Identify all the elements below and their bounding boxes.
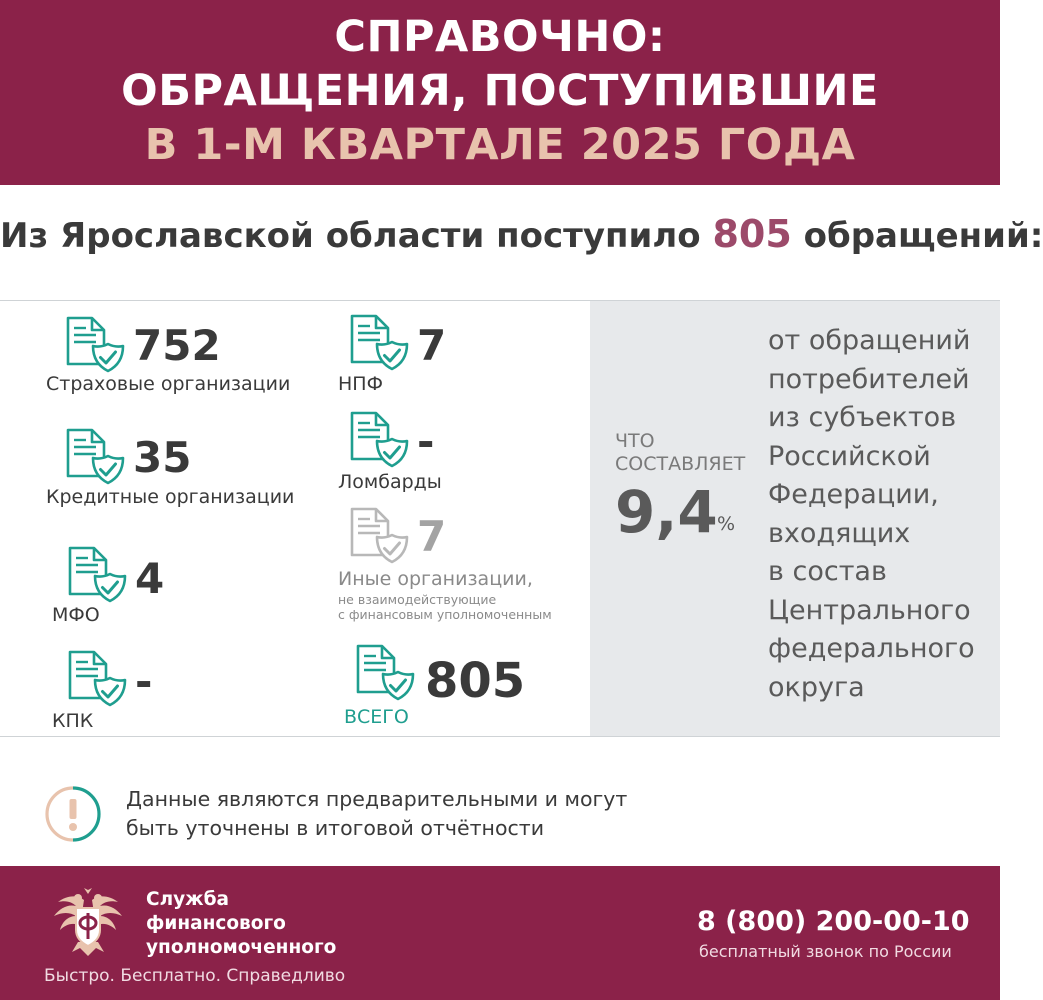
share-value: 9,4 <box>615 478 718 546</box>
organization-name-line-2: финансового <box>146 913 286 934</box>
total-label: ВСЕГО <box>344 706 409 728</box>
category-value-mfo: 4 <box>135 554 165 603</box>
share-text-line: в состав <box>768 556 887 587</box>
header-banner <box>0 0 1000 185</box>
document-shield-check-icon <box>352 642 416 706</box>
lead-suffix: обращений: <box>803 216 1043 256</box>
share-text-line: округа <box>768 671 865 703</box>
category-value-pawnshops: - <box>417 417 435 466</box>
category-value-other: 7 <box>417 512 447 561</box>
footer-banner <box>0 866 1000 1000</box>
category-label-mfo: МФО <box>52 604 100 626</box>
category-label-other: Иные организации, <box>338 568 533 590</box>
category-value-credit: 35 <box>133 433 192 482</box>
header-title-line-3: В 1-М КВАРТАЛЕ 2025 ГОДА <box>144 120 856 170</box>
organization-name <box>146 888 336 960</box>
document-shield-check-icon <box>62 426 126 490</box>
category-label-kpk: КПК <box>52 710 94 732</box>
hotline-note: бесплатный звонок по России <box>699 942 952 961</box>
share-text-line: из субъектов <box>768 402 957 433</box>
share-description <box>768 322 993 707</box>
disclaimer-note <box>126 785 627 843</box>
share-label-line-1: ЧТО <box>615 430 655 452</box>
lead-prefix: Из Ярославской области поступило <box>0 216 701 256</box>
disclaimer-line-2: быть уточнены в итоговой отчётности <box>126 816 545 840</box>
category-label-pawnshops: Ломбарды <box>338 471 442 493</box>
total-value: 805 <box>425 653 526 709</box>
document-shield-check-icon <box>64 648 128 712</box>
document-shield-check-icon <box>64 544 128 608</box>
slogan: Быстро. Бесплатно. Справедливо <box>44 966 346 986</box>
organization-name-line-3: уполномоченного <box>146 937 337 958</box>
lead-number: 805 <box>712 212 792 256</box>
category-label-npf: НПФ <box>338 373 383 395</box>
exclamation-circle-icon <box>44 785 102 843</box>
category-sublabel-other-2: с финансовым уполномоченным <box>338 607 552 622</box>
share-text-line: входящих <box>768 517 911 549</box>
share-text-line: Центрального <box>768 594 971 626</box>
share-label <box>615 430 745 476</box>
document-shield-check-icon <box>346 312 410 376</box>
organization-name-line-1: Служба <box>146 889 229 910</box>
document-shield-check-icon <box>62 314 126 378</box>
category-value-kpk: - <box>135 657 153 706</box>
header-title-line-1: СПРАВОЧНО: <box>334 12 666 62</box>
category-value-insurance: 752 <box>133 321 221 370</box>
share-text-line: Российской <box>768 440 931 472</box>
share-text-line: потребителей <box>768 363 970 395</box>
share-text-line: федерального <box>768 633 975 664</box>
category-value-npf: 7 <box>417 321 447 370</box>
category-label-insurance: Страховые организации <box>46 373 291 395</box>
document-shield-check-icon <box>346 409 410 473</box>
document-shield-check-icon <box>346 505 410 569</box>
double-headed-eagle-emblem-icon <box>44 886 132 958</box>
share-unit: % <box>717 513 736 535</box>
share-text-line: от обращений <box>768 325 971 356</box>
disclaimer-line-1: Данные являются предварительными и могут <box>126 787 628 811</box>
category-sublabel-other-1: не взаимодействующие <box>338 592 497 607</box>
share-label-line-2: СОСТАВЛЯЕТ <box>615 453 746 475</box>
category-label-credit: Кредитные организации <box>46 486 295 508</box>
hotline-phone-link[interactable]: 8 (800) 200-00-10 <box>697 906 970 937</box>
lead-sentence <box>0 212 1043 256</box>
share-text-line: Федерации, <box>768 479 939 510</box>
header-title-line-2: ОБРАЩЕНИЯ, ПОСТУПИВШИЕ <box>121 66 879 116</box>
